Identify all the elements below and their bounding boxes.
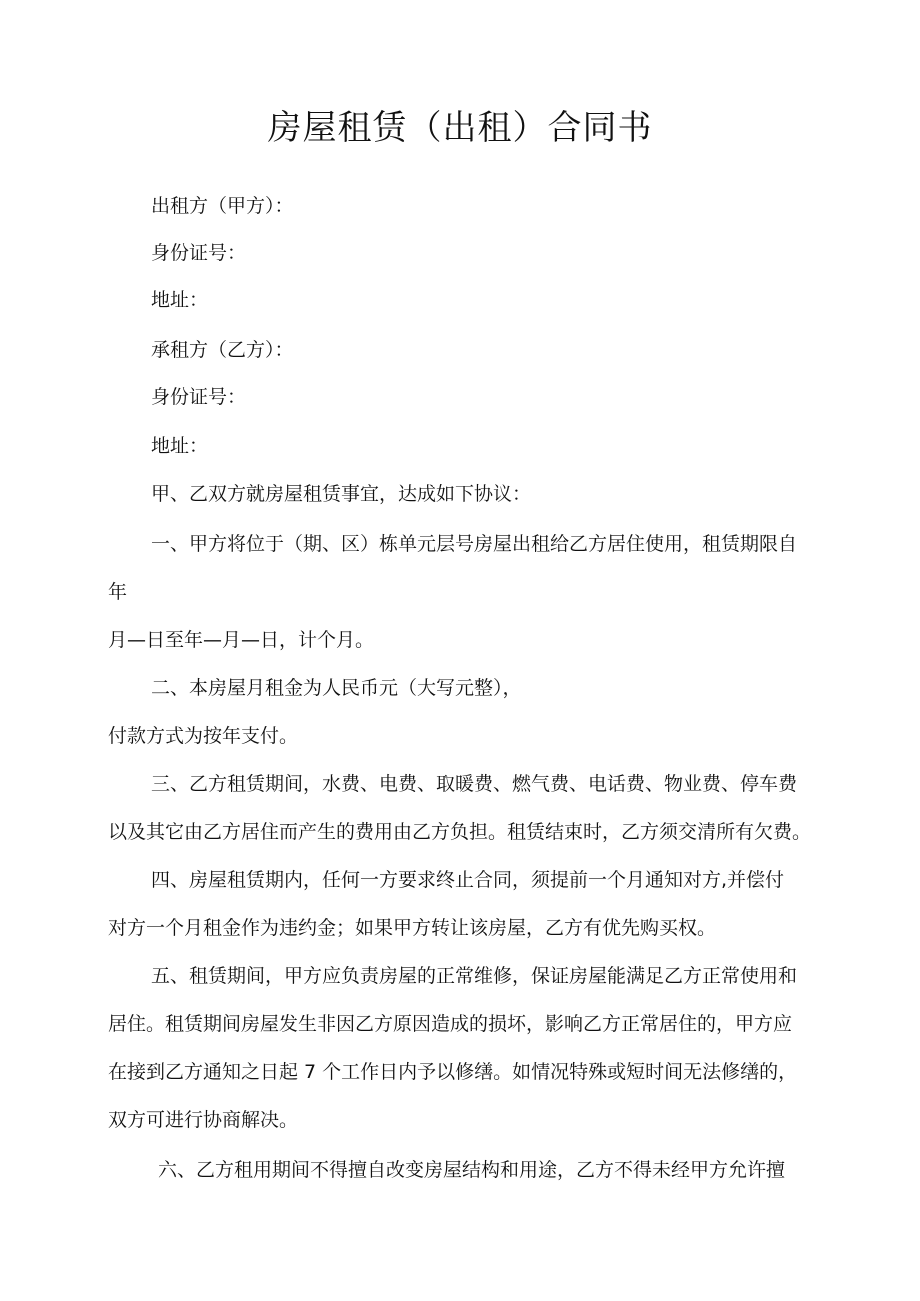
clause-5-line-2: 居住。租赁期间房屋发生非因乙方原因造成的损坏，影响乙方正常居住的，甲方应 — [108, 1013, 793, 1035]
clause-1-line-3: 月—日至年—月—日，计个月。 — [108, 629, 375, 651]
clause-5-line-3: 在接到乙方通知之日起 7 个工作日内予以修缮。如情况特殊或短时间无法修缮的， — [108, 1061, 798, 1083]
clause-3-line-2: 以及其它由乙方居住而产生的费用由乙方负担。租赁结束时，乙方须交清所有欠费。 — [108, 821, 812, 843]
clause-6-line-1: 六、乙方租用期间不得擅自改变房屋结构和用途，乙方不得未经甲方允许擅 — [158, 1159, 786, 1181]
lessor-id-label: 身份证号： — [151, 242, 247, 264]
clause-5-line-1: 五、租赁期间，甲方应负责房屋的正常维修，保证房屋能满足乙方正常使用和 — [151, 965, 798, 987]
lessee-label: 承租方（乙方）： — [151, 339, 294, 361]
clause-4-line-1: 四、房屋租赁期内，任何一方要求终止合同，须提前一个月通知对方,并偿付 — [151, 869, 785, 891]
lessee-id-label: 身份证号： — [151, 386, 247, 408]
clause-4-line-2: 对方一个月租金作为违约金；如果甲方转让该房屋，乙方有优先购买权。 — [108, 917, 717, 939]
clause-2-line-1: 二、本房屋月租金为人民币元（大写元整）， — [151, 677, 522, 699]
lessee-address-label: 地址： — [151, 435, 209, 457]
clause-5-line-4: 双方可进行协商解决。 — [108, 1109, 299, 1131]
clause-1-line-1: 一、甲方将位于（期、区）栋单元层号房屋出租给乙方居住使用，租赁期限自 — [151, 533, 798, 555]
agreement-intro: 甲、乙双方就房屋租赁事宜，达成如下协议： — [151, 483, 532, 505]
document-title: 房屋租赁（出租）合同书 — [267, 108, 653, 148]
clause-2-line-2: 付款方式为按年支付。 — [108, 725, 299, 747]
lessor-address-label: 地址： — [151, 289, 209, 311]
clause-1-line-2: 年 — [108, 581, 128, 603]
lessor-label: 出租方（甲方）： — [151, 195, 294, 217]
clause-3-line-1: 三、乙方租赁期间，水费、电费、取暖费、燃气费、电话费、物业费、停车费 — [151, 773, 798, 795]
